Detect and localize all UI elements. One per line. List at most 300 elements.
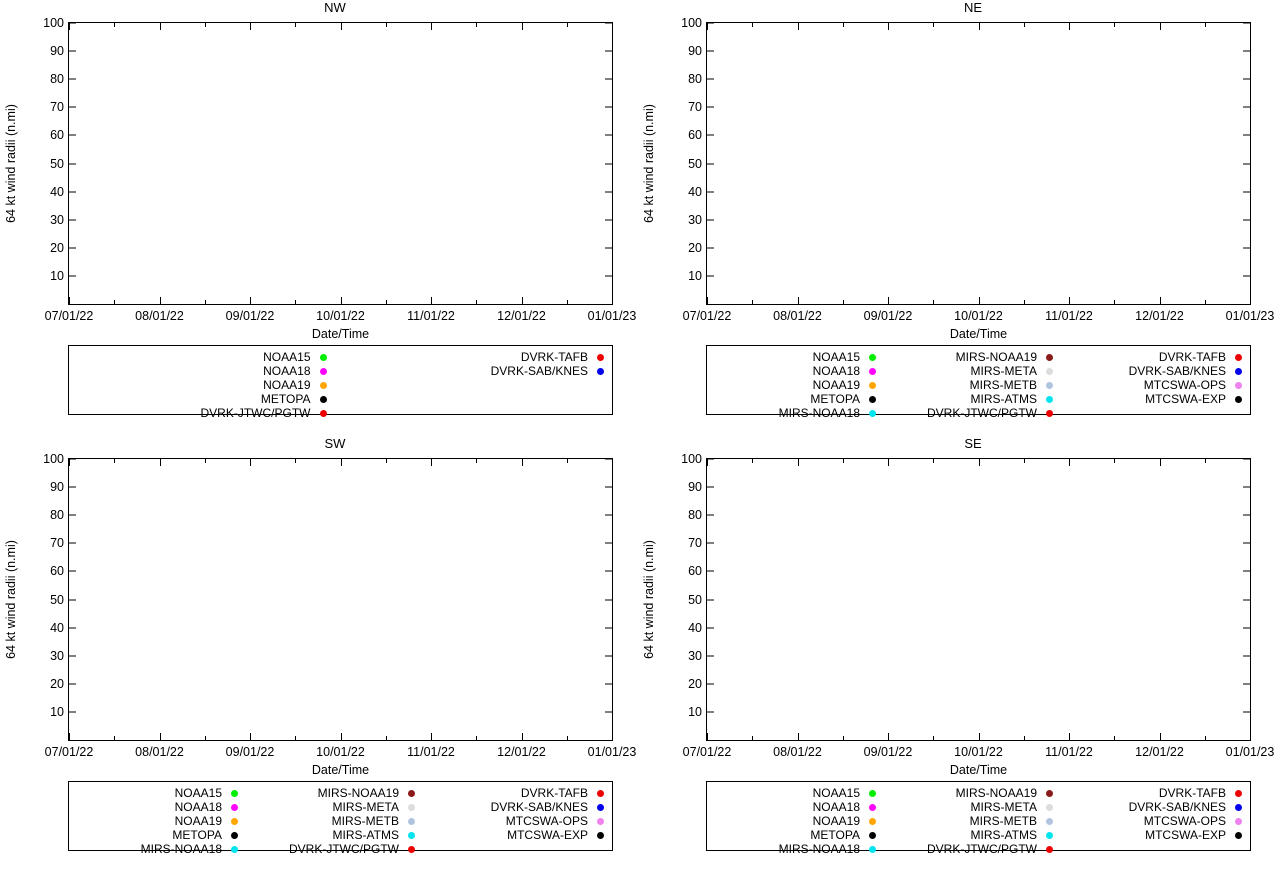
legend-label: METOPA (260, 392, 311, 406)
x-tick (1250, 297, 1251, 304)
y-tick (707, 135, 714, 136)
x-tick (341, 297, 342, 304)
legend-entry (713, 350, 890, 364)
legend-marker-icon (1046, 354, 1053, 361)
x-tick-label: 07/01/22 (44, 309, 94, 323)
legend-marker-icon (1046, 846, 1053, 853)
y-tick-right (605, 23, 612, 24)
y-axis-label-sw: 64 kt wind radii (n.mi) (4, 540, 18, 659)
plot-area-se (681, 452, 1275, 759)
x-tick-minor-top (295, 459, 296, 463)
y-tick (707, 51, 714, 52)
legend-marker-icon (597, 832, 604, 839)
x-tick-top (1069, 459, 1070, 466)
x-tick-top (341, 459, 342, 466)
legend-marker-icon (1046, 368, 1053, 375)
y-tick (707, 655, 714, 656)
legend-grid (713, 350, 1244, 420)
x-tick-label: 10/01/22 (954, 745, 1003, 759)
y-tick (707, 515, 714, 516)
x-tick-minor (295, 300, 296, 304)
legend-label: MIRS-ATMS (970, 392, 1037, 406)
legend-marker-icon (1046, 790, 1053, 797)
x-tick-label: 07/01/22 (682, 745, 732, 759)
legend-label: NOAA18 (174, 800, 222, 814)
x-tick-minor (1024, 300, 1025, 304)
legend-entry (341, 392, 607, 406)
legend-label: DVRK-SAB/KNES (1128, 364, 1226, 378)
legend-label: DVRK-JTWC/PGTW (927, 842, 1037, 856)
x-tick-minor (114, 300, 115, 304)
legend-entry (341, 364, 607, 378)
legend-label: MTCSWA-OPS (505, 814, 588, 828)
legend-label: MTCSWA-OPS (1143, 814, 1226, 828)
legend-label: DVRK-JTWC/PGTW (289, 842, 399, 856)
y-tick-right (1243, 51, 1250, 52)
legend-label: NOAA18 (812, 800, 860, 814)
legend-entry (429, 814, 606, 828)
x-tick (888, 297, 889, 304)
x-tick (69, 297, 70, 304)
legend-marker-icon (231, 846, 238, 853)
legend-label: MTCSWA-EXP (1145, 828, 1226, 842)
y-tick (69, 107, 76, 108)
x-tick-top (1250, 459, 1251, 466)
legend-entry (713, 406, 890, 420)
legend-label: DVRK-TAFB (520, 350, 588, 364)
x-tick-top (707, 23, 708, 30)
y-tick-label: 40 (688, 620, 702, 635)
x-tick (69, 733, 70, 740)
x-axis-label-nw: Date/Time (311, 327, 370, 341)
x-tick (250, 733, 251, 740)
legend-entry (713, 392, 890, 406)
x-tick-label: 08/01/22 (135, 309, 184, 323)
legend-entry (252, 828, 429, 842)
legend-marker-icon (869, 832, 876, 839)
legend-marker-icon (320, 396, 327, 403)
y-tick-right (1243, 23, 1250, 24)
legend-marker-icon (869, 410, 876, 417)
y-tick-right (605, 275, 612, 276)
x-tick (160, 297, 161, 304)
y-tick-right (605, 599, 612, 600)
x-tick-minor (567, 300, 568, 304)
y-tick-label: 10 (50, 268, 64, 283)
legend-marker-icon (408, 804, 415, 811)
x-tick (431, 733, 432, 740)
y-tick-label: 60 (50, 128, 64, 143)
legend-marker-icon (1235, 818, 1242, 825)
legend-marker-icon (869, 354, 876, 361)
legend-label: MTCSWA-EXP (1145, 392, 1226, 406)
x-tick-minor-top (1114, 23, 1115, 27)
x-tick (979, 297, 980, 304)
legend-entry (252, 800, 429, 814)
y-axis-label-wrap-ne (642, 22, 660, 305)
x-tick (341, 733, 342, 740)
x-tick-minor-top (1205, 23, 1206, 27)
x-tick (1250, 733, 1251, 740)
legend-entry (341, 350, 607, 364)
legend-marker-icon (1046, 410, 1053, 417)
x-tick-top (160, 23, 161, 30)
legend-entry (890, 814, 1067, 828)
x-tick (979, 733, 980, 740)
x-tick-minor (567, 736, 568, 740)
legend-marker-icon (1046, 396, 1053, 403)
x-tick (612, 733, 613, 740)
legend-label: MIRS-ATMS (332, 828, 399, 842)
x-tick-top (250, 23, 251, 30)
legend-label: MTCSWA-OPS (1143, 378, 1226, 392)
x-tick-label: 09/01/22 (863, 309, 913, 323)
y-tick-right (1243, 135, 1250, 136)
x-tick-top (612, 459, 613, 466)
legend-label: MIRS-METB (331, 814, 399, 828)
y-tick-label: 20 (50, 240, 64, 255)
x-tick (1160, 297, 1161, 304)
y-tick-label: 50 (688, 156, 702, 171)
legend-marker-icon (1235, 382, 1242, 389)
y-tick-label: 60 (50, 564, 64, 579)
y-tick (69, 571, 76, 572)
y-tick-right (605, 135, 612, 136)
legend-marker-icon (1235, 804, 1242, 811)
y-tick-label: 90 (688, 480, 702, 495)
legend-label: NOAA19 (812, 814, 860, 828)
y-tick (69, 219, 76, 220)
y-tick-right (605, 79, 612, 80)
y-tick-right (605, 571, 612, 572)
y-tick-right (1243, 543, 1250, 544)
legend-entry (429, 828, 606, 842)
legend-entry (252, 842, 429, 856)
x-tick-label: 09/01/22 (863, 745, 913, 759)
y-tick-label: 50 (50, 592, 64, 607)
y-axis-label-wrap-sw (4, 458, 22, 741)
legend-entry (75, 786, 252, 800)
y-tick-right (1243, 191, 1250, 192)
x-tick-minor (386, 736, 387, 740)
x-tick-minor (1114, 736, 1115, 740)
legend-marker-icon (1235, 368, 1242, 375)
panel-title-se: SE (964, 436, 982, 451)
legend-entry (341, 406, 607, 420)
y-tick-right (605, 655, 612, 656)
x-tick-minor-top (386, 23, 387, 27)
legend-entry (252, 786, 429, 800)
legend-entry (713, 800, 890, 814)
x-tick-minor-top (386, 459, 387, 463)
legend-entry (890, 800, 1067, 814)
legend-marker-icon (231, 832, 238, 839)
legend-marker-icon (320, 410, 327, 417)
x-tick-top (798, 459, 799, 466)
legend-entry (75, 364, 341, 378)
legend-marker-icon (408, 790, 415, 797)
y-tick-right (605, 543, 612, 544)
y-axis-label-wrap-nw (4, 22, 22, 305)
legend-label: DVRK-SAB/KNES (490, 800, 588, 814)
legend-label: MIRS-META (332, 800, 399, 814)
y-tick (707, 191, 714, 192)
x-tick (160, 733, 161, 740)
x-tick-minor (476, 300, 477, 304)
x-tick-top (522, 23, 523, 30)
legend-entry (890, 392, 1067, 406)
legend-marker-icon (1235, 396, 1242, 403)
y-tick (707, 627, 714, 628)
legend-label: DVRK-JTWC/PGTW (927, 406, 1037, 420)
panel-title-sw: SW (324, 436, 346, 451)
legend-sw (68, 781, 613, 856)
y-tick-right (605, 191, 612, 192)
y-tick-label: 60 (688, 128, 702, 143)
x-tick-minor-top (114, 459, 115, 463)
x-tick-minor-top (205, 23, 206, 27)
legend-label: NOAA15 (263, 350, 311, 364)
y-tick-right (605, 487, 612, 488)
y-axis-label-nw: 64 kt wind radii (n.mi) (4, 104, 18, 223)
plot-area-nw (43, 16, 637, 323)
x-tick (250, 297, 251, 304)
legend-entry (1067, 842, 1244, 856)
legend-marker-icon (597, 790, 604, 797)
x-tick (798, 733, 799, 740)
x-tick-minor-top (1114, 459, 1115, 463)
y-tick-label: 100 (43, 452, 64, 466)
x-tick-label: 01/01/23 (587, 745, 637, 759)
legend-entry (713, 828, 890, 842)
y-tick (69, 135, 76, 136)
y-axis-label-ne: 64 kt wind radii (n.mi) (642, 104, 656, 223)
x-tick-top (250, 459, 251, 466)
x-tick-label: 09/01/22 (225, 309, 275, 323)
y-tick-right (605, 51, 612, 52)
y-tick (707, 275, 714, 276)
legend-entry (1067, 378, 1244, 392)
y-tick-label: 10 (688, 268, 702, 283)
legend-ne (706, 345, 1251, 420)
x-tick-top (431, 459, 432, 466)
y-tick-label: 90 (50, 44, 64, 59)
y-tick (707, 487, 714, 488)
x-tick-minor-top (567, 23, 568, 27)
x-tick-top (979, 23, 980, 30)
legend-entry (429, 786, 606, 800)
x-tick-minor (1024, 736, 1025, 740)
x-tick-label: 11/01/22 (1045, 309, 1093, 323)
y-tick (707, 163, 714, 164)
y-tick-label: 70 (50, 100, 64, 115)
y-axis-label-se: 64 kt wind radii (n.mi) (642, 540, 656, 659)
legend-marker-icon (597, 368, 604, 375)
x-tick-minor (114, 736, 115, 740)
x-tick-minor-top (752, 459, 753, 463)
legend-marker-icon (320, 368, 327, 375)
legend-label: MIRS-ATMS (970, 828, 1037, 842)
x-tick-label: 12/01/22 (497, 309, 546, 323)
x-tick-label: 12/01/22 (497, 745, 546, 759)
legend-label: MTCSWA-EXP (507, 828, 588, 842)
y-tick-right (1243, 219, 1250, 220)
legend-label: NOAA18 (263, 364, 311, 378)
legend-label: NOAA19 (174, 814, 222, 828)
x-tick-minor-top (476, 459, 477, 463)
y-tick (69, 515, 76, 516)
x-tick-label: 07/01/22 (682, 309, 732, 323)
x-tick (798, 297, 799, 304)
y-tick-right (1243, 79, 1250, 80)
legend-entry (1067, 406, 1244, 420)
y-tick-label: 30 (688, 212, 702, 227)
panel-ne (638, 0, 1275, 435)
y-tick (69, 275, 76, 276)
legend-entry (75, 406, 341, 420)
x-tick-minor (752, 300, 753, 304)
y-tick-right (1243, 627, 1250, 628)
y-tick-label: 20 (688, 240, 702, 255)
x-tick-top (1160, 23, 1161, 30)
legend-entry (429, 800, 606, 814)
legend-label: DVRK-TAFB (1158, 350, 1226, 364)
y-tick-right (605, 627, 612, 628)
x-tick-label: 01/01/23 (587, 309, 637, 323)
x-tick-top (1069, 23, 1070, 30)
y-tick-label: 50 (688, 592, 702, 607)
legend-entry (341, 378, 607, 392)
legend-marker-icon (231, 818, 238, 825)
plot-area-sw (43, 452, 637, 759)
legend-entry (1067, 350, 1244, 364)
x-tick-minor (1205, 300, 1206, 304)
y-tick (707, 571, 714, 572)
y-tick (69, 191, 76, 192)
x-tick-minor (295, 736, 296, 740)
y-tick-label: 70 (50, 536, 64, 551)
legend-entry (1067, 786, 1244, 800)
x-tick (612, 297, 613, 304)
y-tick-label: 30 (50, 648, 64, 663)
x-tick-minor (933, 736, 934, 740)
legend-label: DVRK-SAB/KNES (490, 364, 588, 378)
y-tick (69, 487, 76, 488)
legend-marker-icon (320, 354, 327, 361)
x-tick-label: 07/01/22 (44, 745, 94, 759)
x-tick-label: 11/01/22 (1045, 745, 1093, 759)
legend-label: MIRS-NOAA19 (955, 350, 1037, 364)
y-tick-label: 50 (50, 156, 64, 171)
legend-entry (75, 350, 341, 364)
legend-marker-icon (869, 396, 876, 403)
legend-entry (1067, 828, 1244, 842)
x-tick-minor-top (205, 459, 206, 463)
y-tick (707, 599, 714, 600)
x-tick-label: 10/01/22 (954, 309, 1003, 323)
legend-entry (75, 842, 252, 856)
legend-entry (890, 364, 1067, 378)
y-tick (707, 247, 714, 248)
y-tick-right (605, 711, 612, 712)
y-tick-right (1243, 459, 1250, 460)
y-tick-label: 70 (688, 536, 702, 551)
y-tick-right (1243, 487, 1250, 488)
y-tick-right (605, 163, 612, 164)
y-tick (707, 543, 714, 544)
y-tick-label: 30 (688, 648, 702, 663)
legend-entry (890, 378, 1067, 392)
legend-marker-icon (320, 382, 327, 389)
legend-marker-icon (869, 804, 876, 811)
x-tick-minor (205, 300, 206, 304)
y-tick-right (1243, 683, 1250, 684)
legend-entry (713, 378, 890, 392)
legend-marker-icon (597, 818, 604, 825)
y-tick-label: 80 (50, 72, 64, 87)
legend-label: DVRK-TAFB (1158, 786, 1226, 800)
x-tick-label: 01/01/23 (1225, 745, 1275, 759)
x-tick-top (798, 23, 799, 30)
x-tick-label: 08/01/22 (135, 745, 184, 759)
x-tick (707, 733, 708, 740)
legend-marker-icon (1046, 804, 1053, 811)
legend-label: DVRK-SAB/KNES (1128, 800, 1226, 814)
x-tick-minor (843, 300, 844, 304)
legend-entry (713, 842, 890, 856)
y-tick-right (1243, 275, 1250, 276)
y-tick-right (1243, 247, 1250, 248)
legend-label: MIRS-NOAA18 (140, 842, 222, 856)
y-tick (69, 711, 76, 712)
legend-marker-icon (408, 846, 415, 853)
x-tick (431, 297, 432, 304)
y-tick (69, 543, 76, 544)
legend-marker-icon (408, 832, 415, 839)
x-tick-top (69, 23, 70, 30)
y-tick (69, 655, 76, 656)
legend-label: NOAA18 (812, 364, 860, 378)
legend-nw (68, 345, 613, 420)
legend-label: MIRS-METB (969, 814, 1037, 828)
x-tick-minor-top (476, 23, 477, 27)
y-tick-label: 20 (50, 676, 64, 691)
y-tick (69, 683, 76, 684)
x-tick (522, 733, 523, 740)
legend-entry (713, 814, 890, 828)
panel-se (638, 436, 1275, 871)
legend-entry (713, 786, 890, 800)
x-tick-label: 10/01/22 (316, 745, 365, 759)
legend-se (706, 781, 1251, 856)
legend-entry (1067, 364, 1244, 378)
y-tick (707, 683, 714, 684)
legend-marker-icon (869, 790, 876, 797)
y-tick-right (605, 683, 612, 684)
x-tick-label: 01/01/23 (1225, 309, 1275, 323)
x-tick-minor (1114, 300, 1115, 304)
legend-marker-icon (1046, 818, 1053, 825)
legend-entry (890, 350, 1067, 364)
legend-marker-icon (597, 804, 604, 811)
legend-entry (713, 364, 890, 378)
legend-entry (1067, 392, 1244, 406)
x-axis-label-ne: Date/Time (949, 327, 1008, 341)
legend-label: NOAA15 (812, 350, 860, 364)
panel-sw (0, 436, 637, 871)
legend-marker-icon (869, 368, 876, 375)
y-tick-right (1243, 599, 1250, 600)
